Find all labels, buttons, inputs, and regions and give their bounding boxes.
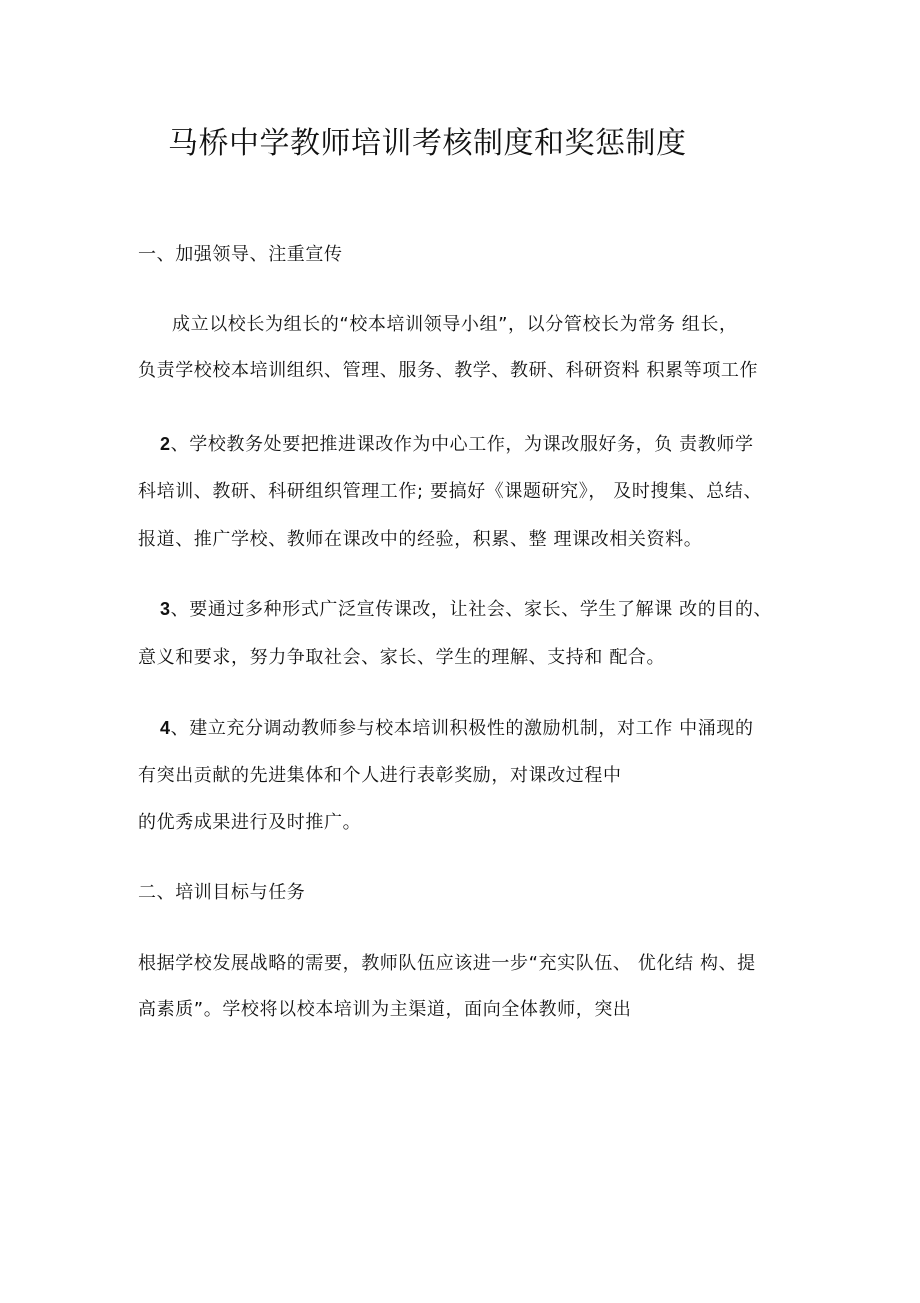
paragraph-4-line-3: 的优秀成果进行及时推广。 xyxy=(138,812,362,833)
paragraph-4-line-1-text: 、建立充分调动教师参与校本培训积极性的激励机制，对工作 中涌现的 xyxy=(170,718,754,739)
paragraph-5-line-1: 根据学校发展战略的需要，教师队伍应该进一步“充实队伍、 优化结 构、提 xyxy=(138,953,756,974)
paragraph-3-line-1-text: 、要通过多种形式广泛宣传课改，让社会、家长、学生了解课 改的目的、 xyxy=(170,599,773,620)
section-2-heading: 二、培训目标与任务 xyxy=(138,882,306,903)
paragraph-1-line-2: 负责学校校本培训组织、管理、服务、教学、教研、科研资料 积累等项工作 xyxy=(138,360,759,381)
paragraph-2-line-1-text: 、学校教务处要把推进课改作为中心工作，为课改服好务，负 责教师学 xyxy=(170,434,754,455)
paragraph-2-line-1 xyxy=(160,432,754,457)
document-title: 马桥中学教师培训考核制度和奖惩制度 xyxy=(168,126,687,161)
paragraph-1-line-1: 成立以校长为组长的“校本培训领导小组”，以分管校长为常务 组长， xyxy=(172,314,738,335)
paragraph-4-line-2: 有突出贡献的先进集体和个人进行表彰奖励，对课改过程中 xyxy=(138,765,622,786)
paragraph-2-line-2: 科培训、教研、科研组织管理工作; 要搞好《课题研究》， 及时搜集、总结、 xyxy=(138,481,763,502)
paragraph-4-line-1 xyxy=(160,716,754,741)
paragraph-3-number: 3 xyxy=(160,599,171,619)
paragraph-2-number: 2 xyxy=(160,434,171,454)
paragraph-5-line-2: 高素质”。学校将以校本培训为主渠道，面向全体教师，突出 xyxy=(138,999,632,1020)
section-1-heading: 一、加强领导、注重宣传 xyxy=(138,244,343,265)
paragraph-3-line-2: 意义和要求，努力争取社会、家长、学生的理解、支持和 配合。 xyxy=(138,647,666,668)
paragraph-4-number: 4 xyxy=(160,718,171,738)
paragraph-2-line-3: 报道、推广学校、教师在课改中的经验，积累、整 理课改相关资料。 xyxy=(138,529,703,550)
paragraph-3-line-1 xyxy=(160,597,772,622)
